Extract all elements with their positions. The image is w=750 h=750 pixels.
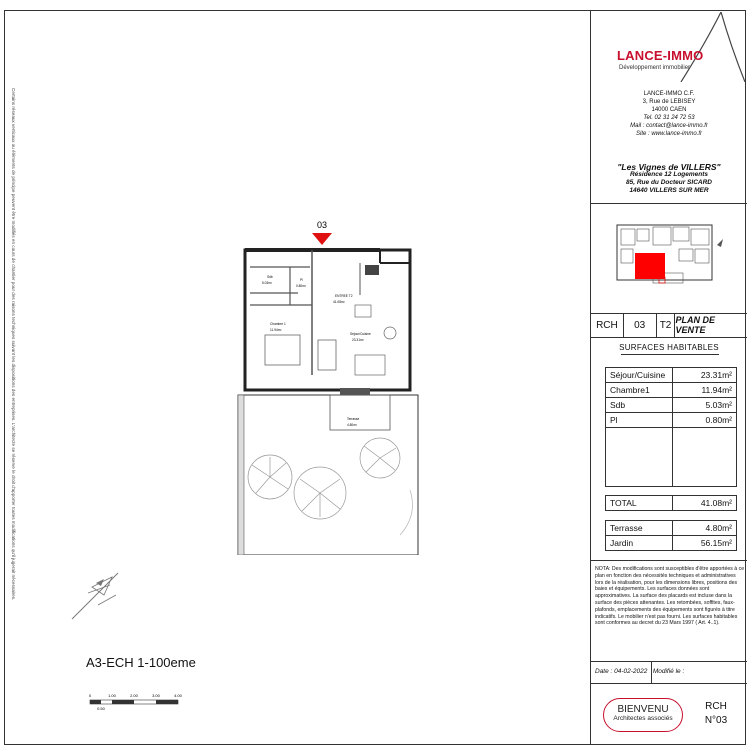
company-tel: Tel. 02 31 24 72 53 — [643, 115, 695, 121]
extra-name: Terrasse — [606, 521, 673, 536]
room-sdb-area: 5.03m² — [262, 281, 272, 285]
project-name: "Les Vignes de VILLERS" — [617, 162, 721, 172]
legal-note: NOTA: Des modifications sont susceptibles d'être apportées à ce plan en fonction des nécessités techniques et administratives lors de la réalisation, pour les dimensions libres, positions des baies et équipements. Les surfaces données sont approximatives. La surface des placards est incluse dans la surface des pièces attenantes. Les retombées, soffites, faux-plafonds, emplacements des équipements sont figurés à titre indicatifs. Le mobilier n'est pas fourni. Les surfaces habitables sont conformes au decret du 23 Mars 1997 ( Art. 4..1). — [595, 566, 745, 627]
surface-spacer — [673, 428, 737, 487]
surface-value: 5.03m² — [673, 398, 737, 413]
company-mail: Mail : contact@lance-immo.fr — [630, 123, 708, 129]
company-street: 3, Rue de LEBISEY — [642, 99, 696, 105]
architect-name: BIENVENU — [617, 704, 669, 715]
scale-tick-1: 1.00 — [108, 693, 116, 698]
floor-plan — [60, 215, 480, 555]
company-city: 14000 CAEN — [651, 107, 687, 113]
table-row — [606, 383, 737, 398]
architect-logo — [603, 698, 683, 732]
architect-sub: Architectes associés — [613, 715, 673, 722]
company-info — [597, 90, 741, 138]
room-pl: Pl — [300, 278, 303, 282]
room-sdb: Sdb — [267, 275, 273, 279]
table-row — [606, 521, 737, 536]
extra-name: Jardin — [606, 536, 673, 551]
footer-lot-number: N°03 — [704, 715, 728, 726]
project-residence: Résidence 12 Logements — [629, 171, 709, 178]
surfaces-title: SURFACES HABITABLES — [619, 343, 719, 352]
surface-value: 0.80m² — [673, 413, 737, 428]
scale-bar — [86, 690, 186, 720]
room-chambre: Chambre 1 — [270, 322, 286, 326]
date-line — [595, 668, 684, 675]
room-entry: ENTREE T2 — [335, 294, 353, 298]
modified-label: Modifié le : — [652, 668, 685, 675]
extras-table — [605, 520, 737, 551]
key-plan — [613, 215, 728, 305]
title-block — [590, 10, 746, 745]
table-row — [606, 413, 737, 428]
scale-tick-3: 3.00 — [152, 693, 160, 698]
room-sejour: Séjour/Cuisine — [350, 332, 371, 336]
room-entry-area: 41.08m² — [333, 300, 345, 304]
vertical-disclaimer: Certains réseaux verticaux ou éléments de principe peuvent être modifiés en cours de chantier pour des raisons techniques suivant les dispositions des entreprises. L'architecte se réserve le droit d'apporter toutes modifications qu'il jugerait nécessaires. — [11, 88, 16, 601]
project-info — [597, 163, 741, 195]
room-terrasse: Terrasse — [347, 417, 360, 421]
surface-spacer — [606, 428, 673, 487]
room-chambre-area: 11.94m² — [270, 328, 282, 332]
lot-doc-type: PLAN DE VENTE — [675, 315, 715, 335]
surfaces-table — [605, 367, 737, 487]
extra-value: 4.80m² — [673, 521, 737, 536]
scale-tick-2: 2.00 — [130, 693, 138, 698]
surface-value: 11.94m² — [673, 383, 737, 398]
table-row — [606, 496, 737, 511]
total-label: TOTAL — [606, 496, 673, 511]
scale-tick-0: 0 — [88, 693, 92, 698]
tree-symbols — [248, 438, 400, 519]
company-logo-name: LANCE-IMMO — [617, 48, 704, 63]
footer-lot — [691, 700, 741, 728]
room-sejour-area: 23.31m² — [352, 338, 364, 342]
logo-swoosh — [661, 12, 747, 82]
project-street: 85, Rue du Docteur SICARD — [626, 179, 712, 186]
total-value: 41.08m² — [673, 496, 737, 511]
surface-name: Chambre1 — [606, 383, 673, 398]
surface-name: Sdb — [606, 398, 673, 413]
date-value: Date : 04-02-2022 — [595, 668, 648, 675]
plan-scale-label: A3-ECH 1-100eme — [86, 655, 196, 670]
footer-lot-level: RCH — [705, 701, 727, 712]
total-table — [605, 495, 737, 511]
lot-number: 03 — [624, 313, 657, 337]
lot-type: T2 — [657, 313, 676, 337]
room-terrasse-area: 4.80m² — [347, 423, 357, 427]
lot-level: RCH — [591, 313, 624, 337]
surface-value: 23.31m² — [673, 368, 737, 383]
scale-sub-tick: 0.50 — [97, 706, 105, 711]
table-row — [606, 536, 737, 551]
room-pl-area: 0.80m² — [296, 284, 306, 288]
company-legal-name: LANCE-IMMO C.F. — [643, 91, 695, 97]
project-city: 14640 VILLERS SUR MER — [629, 187, 709, 194]
plan-marker-label: 03 — [316, 220, 328, 230]
scale-tick-4: 4.00 — [174, 693, 182, 698]
lot-row — [591, 313, 747, 337]
table-row — [606, 398, 737, 413]
company-tagline: Développement immobilier — [619, 65, 691, 71]
north-arrow-icon — [68, 565, 128, 625]
company-site: Site : www.lance-immo.fr — [635, 131, 702, 137]
surface-name: Pl — [606, 413, 673, 428]
plan-marker-arrow — [312, 233, 332, 245]
surface-name: Séjour/Cuisine — [606, 368, 673, 383]
table-row — [606, 368, 737, 383]
extra-value: 56.15m² — [673, 536, 737, 551]
